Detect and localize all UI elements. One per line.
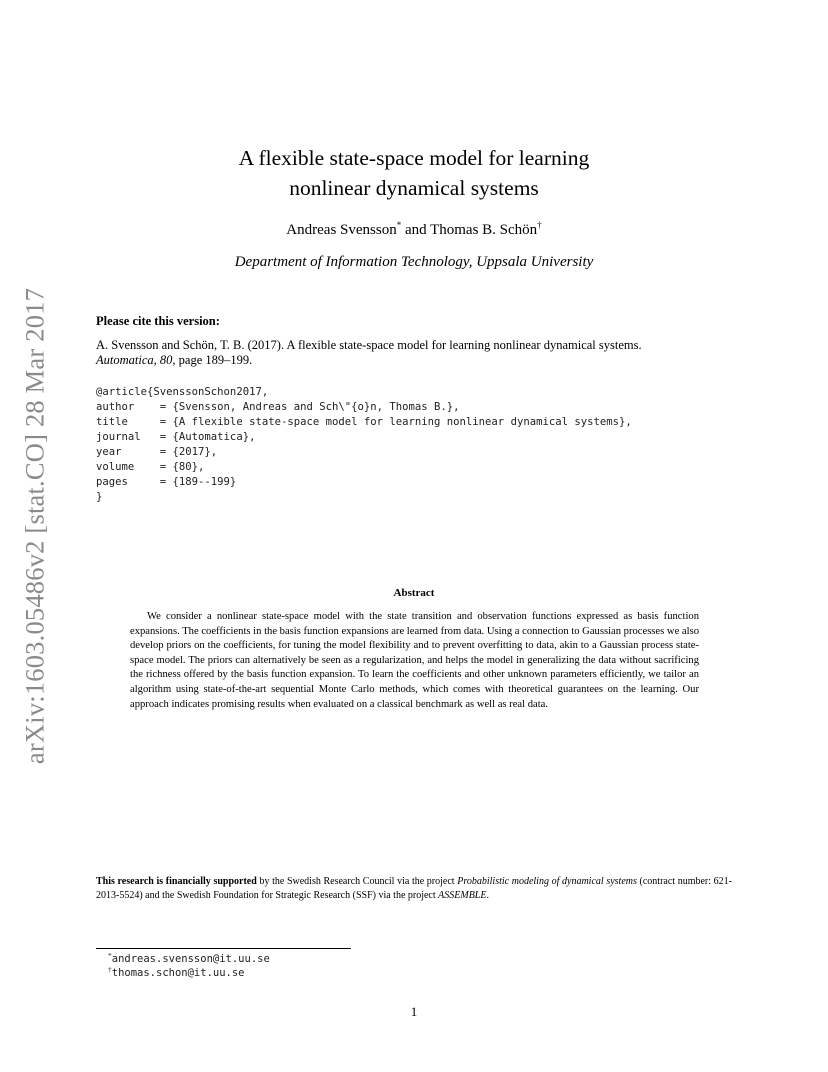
footnote-mark: * (396, 220, 402, 230)
funding-project: ASSEMBLE (438, 890, 487, 902)
citation-journal-line (96, 353, 252, 368)
paper-title-line-1: A flexible state-space model for learning (238, 146, 590, 170)
citation-pages: , page 189–199. (172, 353, 253, 367)
abstract-body: We consider a nonlinear state-space model with the state transition and observation functions expressed as basis function expansions. The coefficients in the basis function expansions are learned from data. Using a connection to Gaussian processes we also develop priors on the coefficients, for tuning the model flexibility and to prevent overfitting to data, akin to a Gaussian process state-space model. The priors can alternatively be seen as a regularization, and helps the model in generalizing the data without sacrificing the richness offered by the basis function expansion. To learn the coefficients and other unknown parameters efficiently, we tailor an algorithm using state-of-the-art sequential Monte Carlo methods, which comes with theoretical guarantees on the learning. Our approach indicates promising results when evaluated on a classical benchmark as well as real data. (130, 611, 699, 710)
abstract-heading: Abstract (393, 587, 435, 599)
bibtex-line: @article{SvenssonSchon2017, (96, 386, 269, 398)
funding-lead: This research is financially supported (96, 876, 257, 887)
author-connector: and (401, 222, 431, 238)
bibtex-block (96, 385, 632, 505)
funding-text: (contract number: 621-2013-5524) and the Swedish Foundation for Strategic Research (SSF) via the project (96, 876, 732, 902)
funding-note (96, 875, 732, 903)
bibtex-line: title = {A flexible state-space model for learning nonlinear dynamical systems}, (96, 416, 632, 428)
email-address[interactable]: andreas.svensson@it.uu.se (111, 953, 270, 965)
author-name: Thomas B. Schön (430, 222, 538, 238)
citation-volume: 80 (159, 353, 173, 367)
arxiv-identifier-stamp: arXiv:1603.05486v2 [stat.CO] 28 Mar 2017 (19, 287, 50, 765)
bibtex-line: pages = {189--199} (96, 476, 237, 488)
footnote-divider (96, 948, 351, 949)
footnote-mark: † (537, 220, 542, 230)
author-list (0, 222, 828, 239)
email-address[interactable]: thomas.schon@it.uu.se (111, 967, 245, 979)
footnote-mark: † (108, 965, 112, 974)
bibtex-line: author = {Svensson, Andreas and Sch\"{o}n, Thomas B.}, (96, 401, 460, 413)
footnote-mark: * (108, 951, 112, 960)
page-number: 1 (410, 1004, 418, 1019)
footnote-email (108, 953, 270, 965)
funding-project: Probabilistic modeling of dynamical systems (457, 876, 637, 887)
bibtex-line: journal = {Automatica}, (96, 431, 256, 443)
citation-text: A. Svensson and Schön, T. B. (2017). A flexible state-space model for learning nonlinear dynamical systems. (96, 338, 642, 352)
bibtex-line: } (96, 491, 103, 503)
paper-title-line-2: nonlinear dynamical systems (289, 176, 539, 200)
funding-text: . (486, 890, 489, 902)
citation-journal: Automatica, (96, 353, 157, 367)
footnote-email (108, 967, 245, 979)
affiliation: Department of Information Technology, Uppsala University (234, 254, 594, 270)
bibtex-line: year = {2017}, (96, 446, 218, 458)
author-name: Andreas Svensson (286, 222, 397, 238)
bibtex-line: volume = {80}, (96, 461, 205, 473)
citation-heading: Please cite this version: (96, 314, 220, 328)
funding-text: by the Swedish Research Council via the project (256, 876, 458, 887)
